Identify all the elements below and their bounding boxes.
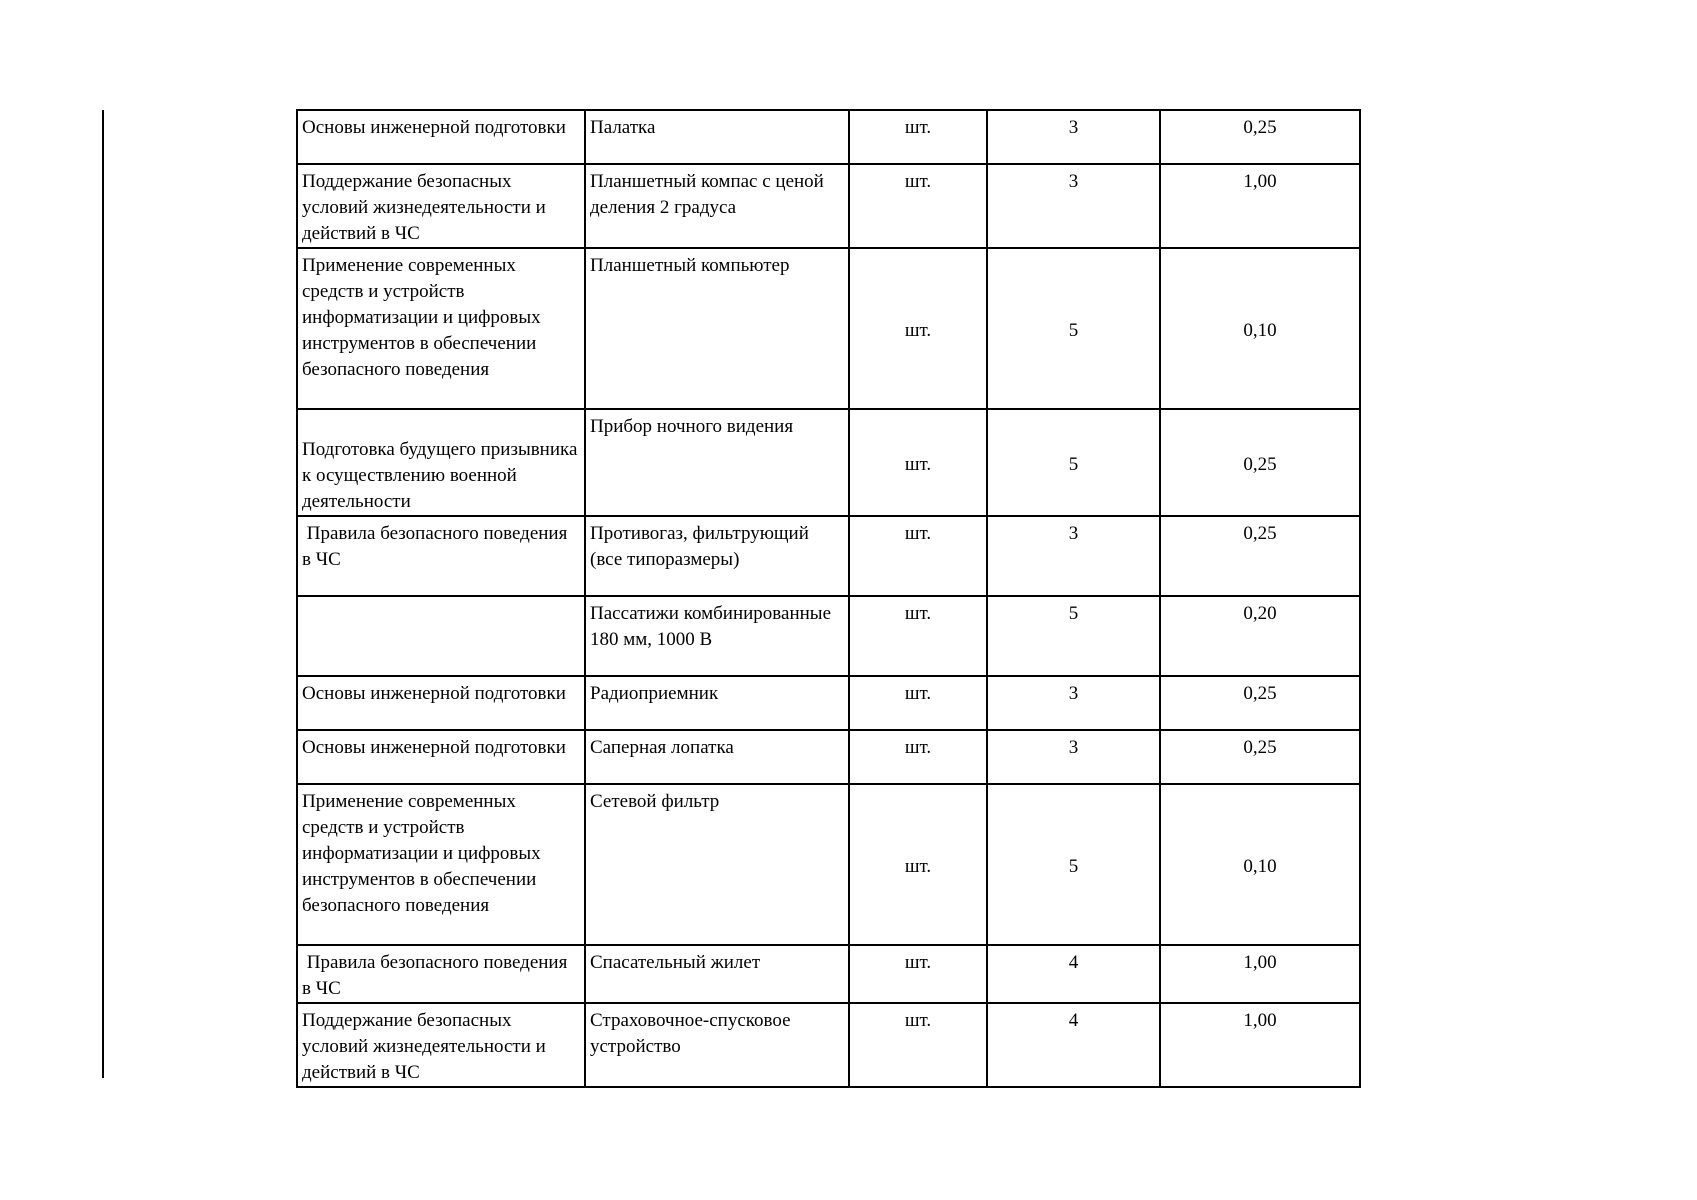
section-cell: Поддержание безопасных условий жизнедеятельности и действий в ЧС — [297, 164, 585, 248]
section-cell: Подготовка будущего призывника к осуществлению военной деятельности — [297, 409, 585, 516]
section-cell — [297, 596, 585, 676]
quantity-cell: 5 — [987, 409, 1160, 516]
table-row — [297, 409, 1360, 516]
table-row — [297, 784, 1360, 945]
unit-cell: шт. — [849, 164, 987, 248]
coefficient-cell: 0,25 — [1160, 409, 1360, 516]
table-row — [297, 945, 1360, 1003]
quantity-cell: 3 — [987, 676, 1160, 730]
section-cell: Основы инженерной подготовки — [297, 676, 585, 730]
coefficient-cell: 0,10 — [1160, 784, 1360, 945]
item-name-cell: Палатка — [585, 110, 849, 164]
item-name-cell: Спасательный жилет — [585, 945, 849, 1003]
table-row — [297, 1003, 1360, 1087]
unit-cell: шт. — [849, 516, 987, 596]
table-row — [297, 164, 1360, 248]
section-cell: Правила безопасного поведения в ЧС — [297, 945, 585, 1003]
coefficient-cell: 1,00 — [1160, 1003, 1360, 1087]
unit-cell: шт. — [849, 676, 987, 730]
equipment-table — [296, 109, 1361, 1088]
unit-cell: шт. — [849, 784, 987, 945]
coefficient-cell: 0,25 — [1160, 110, 1360, 164]
section-cell: Поддержание безопасных условий жизнедеятельности и действий в ЧС — [297, 1003, 585, 1087]
quantity-cell: 5 — [987, 596, 1160, 676]
section-cell: Применение современных средств и устройств информатизации и цифровых инструментов в обеспечении безопасного поведения — [297, 784, 585, 945]
quantity-cell: 3 — [987, 730, 1160, 784]
table-row — [297, 596, 1360, 676]
item-name-cell: Пассатижи комбинированные 180 мм, 1000 В — [585, 596, 849, 676]
table-row — [297, 676, 1360, 730]
section-cell: Основы инженерной подготовки — [297, 110, 585, 164]
item-name-cell: Планшетный компьютер — [585, 248, 849, 409]
page-margin-line — [102, 110, 104, 1078]
unit-cell: шт. — [849, 730, 987, 784]
item-name-cell: Планшетный компас с ценой деления 2 градуса — [585, 164, 849, 248]
item-name-cell: Прибор ночного видения — [585, 409, 849, 516]
quantity-cell: 4 — [987, 945, 1160, 1003]
coefficient-cell: 0,25 — [1160, 516, 1360, 596]
unit-cell: шт. — [849, 409, 987, 516]
unit-cell: шт. — [849, 1003, 987, 1087]
section-cell: Правила безопасного поведения в ЧС — [297, 516, 585, 596]
quantity-cell: 3 — [987, 164, 1160, 248]
unit-cell: шт. — [849, 596, 987, 676]
table-row — [297, 248, 1360, 409]
table-row — [297, 516, 1360, 596]
section-cell: Основы инженерной подготовки — [297, 730, 585, 784]
table-row — [297, 730, 1360, 784]
quantity-cell: 5 — [987, 248, 1160, 409]
item-name-cell: Страховочное-спусковое устройство — [585, 1003, 849, 1087]
unit-cell: шт. — [849, 945, 987, 1003]
coefficient-cell: 1,00 — [1160, 945, 1360, 1003]
coefficient-cell: 1,00 — [1160, 164, 1360, 248]
item-name-cell: Радиоприемник — [585, 676, 849, 730]
unit-cell: шт. — [849, 248, 987, 409]
coefficient-cell: 0,10 — [1160, 248, 1360, 409]
quantity-cell: 3 — [987, 516, 1160, 596]
unit-cell: шт. — [849, 110, 987, 164]
item-name-cell: Противогаз, фильтрующий (все типоразмеры) — [585, 516, 849, 596]
quantity-cell: 4 — [987, 1003, 1160, 1087]
item-name-cell: Сетевой фильтр — [585, 784, 849, 945]
quantity-cell: 5 — [987, 784, 1160, 945]
coefficient-cell: 0,25 — [1160, 730, 1360, 784]
table-row — [297, 110, 1360, 164]
coefficient-cell: 0,25 — [1160, 676, 1360, 730]
section-cell: Применение современных средств и устройств информатизации и цифровых инструментов в обеспечении безопасного поведения — [297, 248, 585, 409]
item-name-cell: Саперная лопатка — [585, 730, 849, 784]
coefficient-cell: 0,20 — [1160, 596, 1360, 676]
quantity-cell: 3 — [987, 110, 1160, 164]
